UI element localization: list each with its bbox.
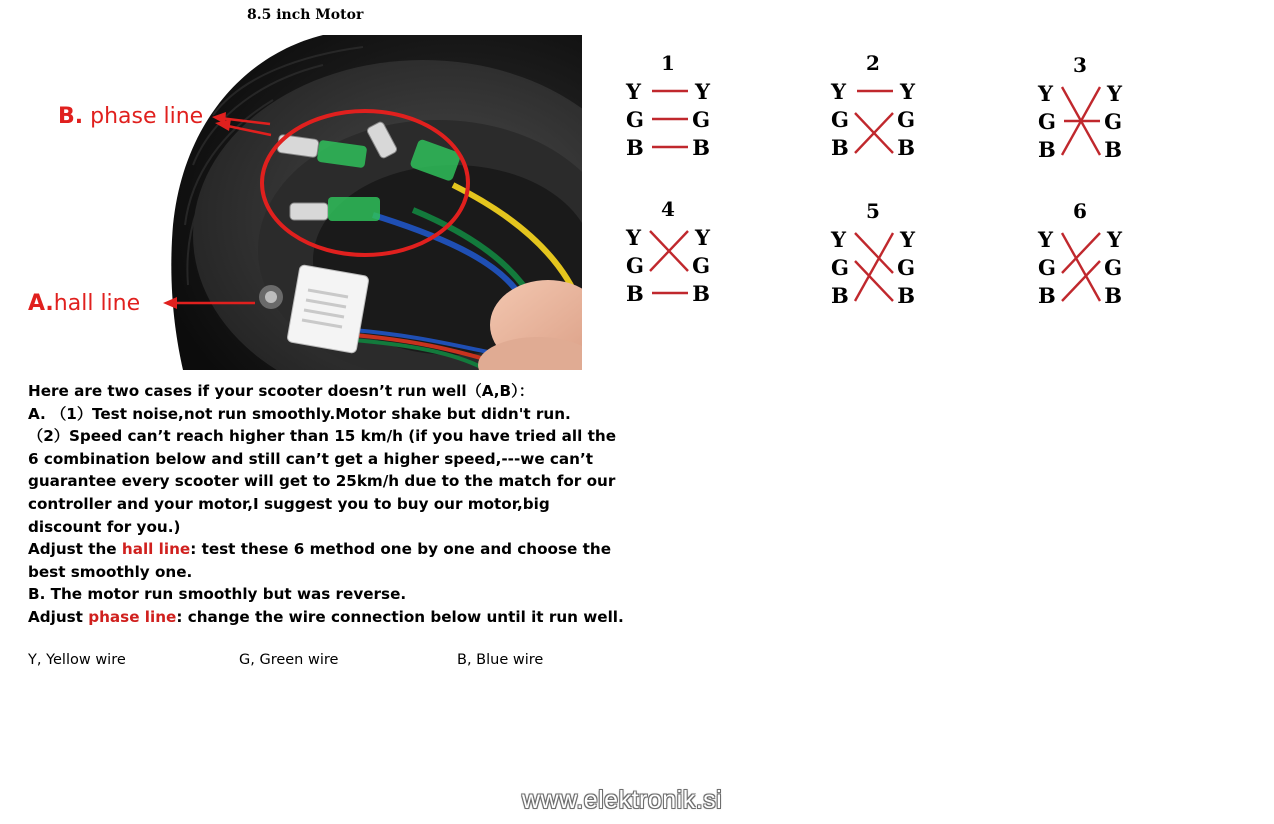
wire-letter-right-y: Y [900,79,915,104]
wire-letter-left-b: B [626,135,644,160]
wire-letter-left-y: Y [831,79,846,104]
hall-line-label [28,291,140,316]
wire-letter-left-b: B [831,283,849,308]
legend-blue: B, Blue wire [457,652,544,668]
phase-line-highlight: phase line [88,607,177,626]
wiring-diagram-2 [827,52,947,172]
wire-letter-right-y: Y [695,79,710,104]
wire-letter-right-g: G [692,253,710,278]
wire-letter-left-y: Y [626,79,641,104]
desc-line-8-a: Adjust the [28,540,122,559]
wiring-diagram-svg [827,200,937,315]
motor-photo [93,35,582,370]
wire-letter-right-y: Y [695,225,710,250]
wire-letter-left-b: B [1038,137,1056,162]
desc-line-3: （2）Speed can’t reach higher than 15 km/h (if you have tried all the [28,427,616,446]
wiring-diagram-1 [622,52,742,172]
desc-line-2: A. （1）Test noise,not run smoothly.Motor shake but didn't run. [28,404,571,423]
desc-line-5: guarantee every scooter will get to 25km/h due to the match for our [28,472,616,491]
wiring-diagram-6 [1034,200,1154,320]
desc-line-11-c: : change the wire connection below until it run well. [176,607,624,626]
desc-line-11 [28,606,624,629]
wire-letter-right-g: G [692,107,710,132]
wire-letter-right-b: B [897,283,915,308]
wire-letter-left-g: G [1038,109,1056,134]
wire-letter-right-y: Y [1107,227,1122,252]
wiring-diagram-svg [827,52,937,167]
phase-line-label-prefix: B. [58,104,84,129]
wiring-diagram-svg [1034,54,1144,169]
wire-letter-right-b: B [897,135,915,160]
wire-letter-left-y: Y [831,227,846,252]
motor-photo-illustration [93,35,582,370]
watermark: www.elektronik.si [522,786,723,814]
wire-letter-left-b: B [1038,283,1056,308]
desc-line-1: Here are two cases if your scooter doesn’t run well（A,B）： [28,382,534,400]
desc-line-8 [28,538,611,561]
diagram-number: 1 [661,51,675,75]
desc-line-6: controller and your motor,I suggest you to buy our motor,big [28,494,550,513]
desc-line-4: 6 combination below and still can’t get a higher speed,---we can’t [28,449,594,468]
wiring-diagram-svg [622,198,732,313]
desc-line-9: best smoothly one. [28,562,193,581]
instructions-text [28,380,624,629]
desc-line-7: discount for you.) [28,517,181,536]
wire-letter-right-g: G [1104,109,1122,134]
wire-letter-left-b: B [831,135,849,160]
wire-letter-left-g: G [1038,255,1056,280]
wire-letter-right-g: G [1104,255,1122,280]
legend-yellow: Y, Yellow wire [28,652,126,668]
page-title: 8.5 inch Motor [247,7,364,23]
wire-letter-right-g: G [897,255,915,280]
phase-line-label [58,104,203,129]
wire-letter-left-y: Y [1038,227,1053,252]
wire-letter-left-g: G [626,107,644,132]
diagram-number: 4 [661,197,675,221]
hall-line-highlight: hall line [121,540,191,559]
hall-line-label-text: hall line [53,291,141,316]
legend-green: G, Green wire [239,652,339,668]
wiring-diagram-svg [1034,200,1144,315]
desc-line-10: B. The motor run smoothly but was reverse. [28,585,407,604]
desc-line-11-a: Adjust [28,607,89,626]
wiring-diagram-4 [622,198,742,318]
wire-letter-left-y: Y [1038,81,1053,106]
wire-letter-left-g: G [831,107,849,132]
wire-letter-right-b: B [1104,137,1122,162]
wire-letter-left-b: B [626,281,644,306]
phase-line-label-text: phase line [83,104,204,129]
wiring-diagram-svg [622,52,732,167]
wire-letter-left-g: G [831,255,849,280]
wire-letter-right-y: Y [1107,81,1122,106]
phase-line-arrow [212,112,272,128]
wire-letter-right-b: B [692,135,710,160]
diagram-number: 6 [1073,199,1087,223]
diagram-number: 5 [866,199,880,223]
diagram-number: 3 [1073,53,1087,77]
wire-letter-right-b: B [1104,283,1122,308]
desc-line-8-c: : test these 6 method one by one and choose the [190,540,611,559]
wire-letter-left-y: Y [626,225,641,250]
wire-letter-right-g: G [897,107,915,132]
wire-letter-right-y: Y [900,227,915,252]
wire-letter-right-b: B [692,281,710,306]
wire-letter-left-g: G [626,253,644,278]
wiring-diagram-3 [1034,54,1154,174]
diagram-number: 2 [866,51,880,75]
wiring-diagram-5 [827,200,947,320]
hall-line-label-prefix: A. [28,291,54,316]
